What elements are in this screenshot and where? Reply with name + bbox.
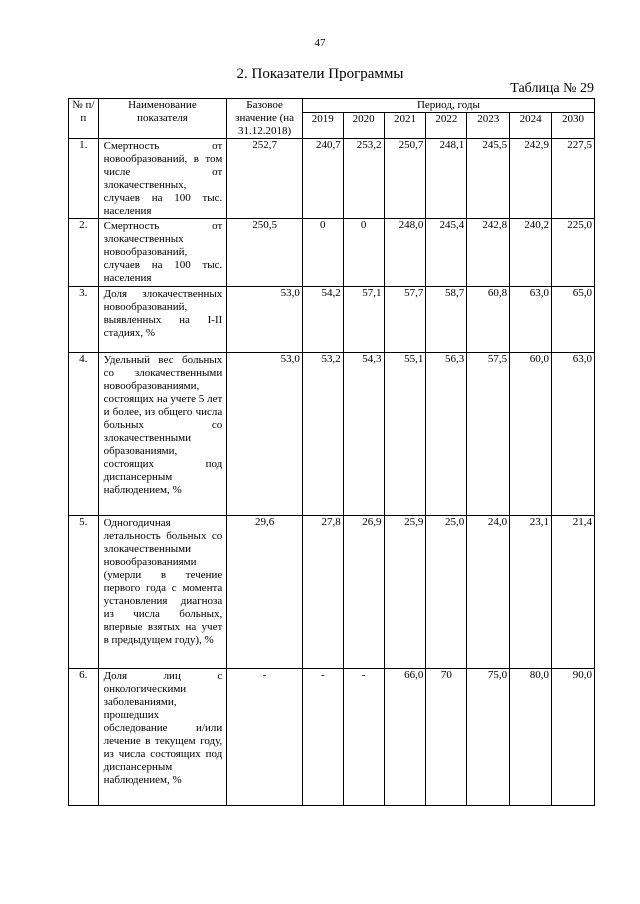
year-value: 248,0: [384, 219, 426, 287]
indicator-name: Доля злокачественных новообразований, выявленных на I-II стадиях, %: [98, 287, 227, 353]
header-year: 2022: [426, 113, 467, 139]
year-value: 57,7: [384, 287, 426, 353]
header-base: Базовое значение (на 31.12.2018): [227, 99, 303, 139]
table-row: [69, 139, 595, 219]
year-value: 25,9: [384, 516, 426, 669]
year-value: 63,0: [552, 353, 595, 516]
year-value: 60,8: [467, 287, 510, 353]
year-value: 53,2: [302, 353, 343, 516]
year-value: 80,0: [510, 669, 552, 806]
year-value: 0: [343, 219, 384, 287]
header-year: 2024: [510, 113, 552, 139]
year-value: 26,9: [343, 516, 384, 669]
table-label: Таблица № 29: [510, 81, 594, 96]
year-value: 24,0: [467, 516, 510, 669]
year-value: -: [343, 669, 384, 806]
year-value: 55,1: [384, 353, 426, 516]
header-year: 2019: [302, 113, 343, 139]
year-value: 66,0: [384, 669, 426, 806]
header-name: Наименование показателя: [98, 99, 227, 139]
row-number: 2.: [69, 219, 99, 287]
header-year: 2020: [343, 113, 384, 139]
year-value: 75,0: [467, 669, 510, 806]
year-value: 225,0: [552, 219, 595, 287]
year-value: 248,1: [426, 139, 467, 219]
indicators-table: [68, 98, 595, 806]
year-value: 90,0: [552, 669, 595, 806]
indicator-name: Смертность от злокачественных новообразований, случаев на 100 тыс. населения: [98, 219, 227, 287]
year-value: 250,7: [384, 139, 426, 219]
year-value: 240,7: [302, 139, 343, 219]
year-value: 23,1: [510, 516, 552, 669]
row-number: 3.: [69, 287, 99, 353]
year-value: 242,8: [467, 219, 510, 287]
year-value: 240,2: [510, 219, 552, 287]
year-value: 25,0: [426, 516, 467, 669]
year-value: -: [302, 669, 343, 806]
year-value: 54,3: [343, 353, 384, 516]
base-value: 250,5: [227, 219, 303, 287]
row-number: 5.: [69, 516, 99, 669]
year-value: 21,4: [552, 516, 595, 669]
table-row: [69, 353, 595, 516]
indicator-name: Доля лиц с онкологическими заболеваниями, прошедших обследование и/или лечение в текущем году, из числа состоящих под диспансерным наблюдением, %: [98, 669, 227, 806]
year-value: 60,0: [510, 353, 552, 516]
base-value: 252,7: [227, 139, 303, 219]
year-value: 0: [302, 219, 343, 287]
row-number: 6.: [69, 669, 99, 806]
year-value: 245,4: [426, 219, 467, 287]
year-value: 57,5: [467, 353, 510, 516]
year-value: 70: [426, 669, 467, 806]
page-number: 47: [314, 37, 326, 49]
year-value: 65,0: [552, 287, 595, 353]
year-value: 245,5: [467, 139, 510, 219]
header-year: 2030: [552, 113, 595, 139]
header-year: 2021: [384, 113, 426, 139]
year-value: 54,2: [302, 287, 343, 353]
row-number: 4.: [69, 353, 99, 516]
document-title: 2. Показатели Программы: [236, 66, 404, 82]
base-value: 29,6: [227, 516, 303, 669]
header-num: № п/п: [69, 99, 99, 139]
indicator-name: Удельный вес больных со злокачественными новообразованиями, состоящих на учете 5 лет и более, из общего числа больных со злокачественными образованиями, состоящих под диспансерным наблюдением, %: [98, 353, 227, 516]
year-value: 27,8: [302, 516, 343, 669]
indicator-name: Смертность от новообразований, в том числе от злокачественных, случаев на 100 тыс. населения: [98, 139, 227, 219]
table-row: [69, 669, 595, 806]
year-value: 56,3: [426, 353, 467, 516]
year-value: 253,2: [343, 139, 384, 219]
table-row: [69, 287, 595, 353]
year-value: 227,5: [552, 139, 595, 219]
year-value: 63,0: [510, 287, 552, 353]
year-value: 242,9: [510, 139, 552, 219]
indicator-name: Одногодичная летальность больных со злокачественными новообразованиями (умерли в течение первого года с момента установления диагноза из числа больных, впервые взятых на учет в предыдущем году), %: [98, 516, 227, 669]
row-number: 1.: [69, 139, 99, 219]
base-value: 53,0: [227, 287, 303, 353]
base-value: 53,0: [227, 353, 303, 516]
table-row: [69, 219, 595, 287]
header-year: 2023: [467, 113, 510, 139]
table-row: [69, 516, 595, 669]
year-value: 58,7: [426, 287, 467, 353]
base-value: -: [227, 669, 303, 806]
header-period: Период, годы: [302, 99, 594, 113]
year-value: 57,1: [343, 287, 384, 353]
